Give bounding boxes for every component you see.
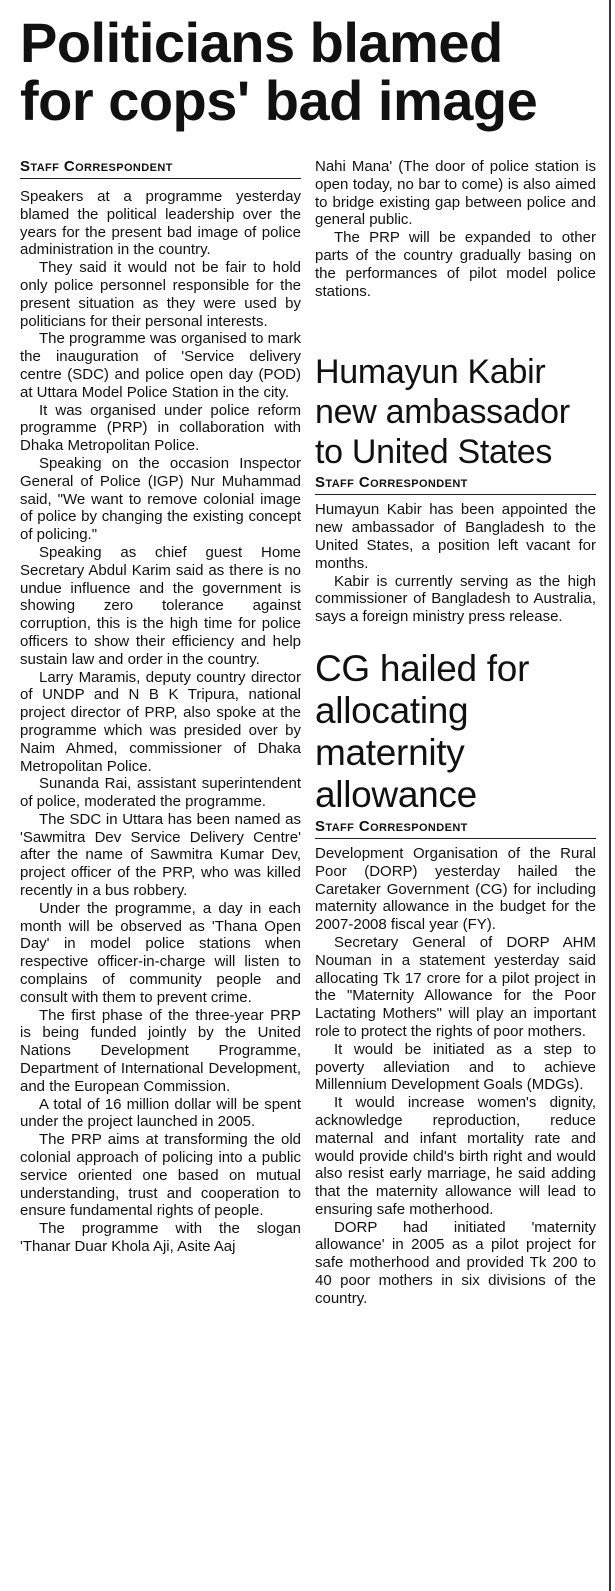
paragraph: It would increase women's dignity, acknowledge reproduction, reduce maternal and infant mortality rate and would provide child's birth right and would also resist early marriage, he said adding that the maternity allowance will lead to ensuring safe motherhood. (315, 1094, 596, 1218)
paragraph: The first phase of the three-year PRP is being funded jointly by the United Nations Development Programme, Department of International Development, and the European Commission. (20, 1006, 301, 1095)
paragraph: Speakers at a programme yesterday blamed the political leadership over the years for the present bad image of police administration in the country. (20, 188, 301, 259)
paragraph: Under the programme, a day in each month will be observed as 'Thana Open Day' in model police stations when respective officer-in-charge will listen to complains of community people and consult with them to prevent crime. (20, 899, 301, 1006)
paragraph: Speaking as chief guest Home Secretary Abdul Karim said as there is no undue influence and the government is showing zero tolerance against corruption, this is the high time for police officers to show their efficiency and help sustain law and order in the country. (20, 543, 301, 668)
story2-byline: Staff Correspondent (315, 474, 596, 495)
paragraph: Speaking on the occasion Inspector General of Police (IGP) Nur Muhammad said, "We want to remove colonial image of police by changing the existing concept of policing." (20, 454, 301, 544)
main-headline-line-2: for cops' bad image (20, 69, 538, 132)
main-story-body-left (20, 188, 301, 1256)
paragraph: Secretary General of DORP AHM Nouman in a statement yesterday said allocating Tk 17 crore for a pilot project in the "Maternity Allowance for the Poor Lactating Mothers" will play an important role to protect the rights of poor mothers. (315, 933, 596, 1040)
story2-headline: Humayun Kabir new ambassador to United States (315, 353, 570, 472)
paragraph: DORP had initiated 'maternity allowance' in 2005 as a pilot project for safe motherhood and provided Tk 200 to 40 poor mothers in six divisions of the country. (315, 1218, 596, 1307)
paragraph: Larry Maramis, deputy country director of UNDP and N B K Tripura, national project director of PRP, also spoke at the programme which was presided over by Naim Ahmed, commissioner of Dhaka Metropolitan Police. (20, 668, 301, 775)
article-columns (20, 158, 599, 1308)
story3-byline: Staff Correspondent (315, 818, 596, 839)
left-column (20, 158, 301, 1308)
paragraph: The programme was organised to mark the inauguration of 'Service delivery centre (SDC) and police open day (POD) at Uttara Model Police Station in the city. (20, 330, 301, 401)
paragraph: Development Organisation of the Rural Poor (DORP) yesterday hailed the Caretaker Government (CG) for including maternity allowance in the budget for the 2007-2008 fiscal year (FY). (315, 844, 596, 934)
paragraph: Nahi Mana' (The door of police station is open today, no bar to come) is also aimed to bridge existing gap between police and general public. (315, 158, 596, 229)
paragraph: The PRP will be expanded to other parts of the country gradually basing on the performances of pilot model police stations. (315, 229, 596, 300)
paragraph: Humayun Kabir has been appointed the new ambassador of Bangladesh to the United States, a position left vacant for months. (315, 501, 596, 572)
story2-body (315, 501, 596, 626)
main-headline-line-1: Politicians blamed (20, 11, 503, 74)
main-byline: Staff Correspondent (20, 158, 301, 179)
paragraph: Sunanda Rai, assistant superintendent of police, moderated the programme. (20, 775, 301, 811)
story3-headline: CG hailed for allocating maternity allowance (315, 647, 530, 815)
right-column (315, 158, 596, 1308)
paragraph: They said it would not be fair to hold only police personnel responsible for the present situation as they were used by politicians for their personal interests. (20, 259, 301, 330)
story3-body (315, 845, 596, 1308)
paragraph: A total of 16 million dollar will be spent under the project launched in 2005. (20, 1095, 301, 1131)
main-story-body-right (315, 158, 596, 300)
paragraph: It would be initiated as a step to poverty alleviation and to achieve Millennium Development Goals (MDGs). (315, 1040, 596, 1094)
paragraph: It was organised under police reform programme (PRP) in collaboration with Dhaka Metropolitan Police. (20, 401, 301, 455)
paragraph: Kabir is currently serving as the high commissioner of Bangladesh to Australia, says a foreign ministry press release. (315, 572, 596, 626)
paragraph: The programme with the slogan 'Thanar Duar Khola Aji, Asite Aaj (20, 1220, 301, 1256)
paragraph: The PRP aims at transforming the old colonial approach of policing into a public service oriented one based on mutual understanding, trust and cooperation to ensure fundamental rights of people. (20, 1131, 301, 1220)
main-headline (20, 11, 599, 132)
paragraph: The SDC in Uttara has been named as 'Sawmitra Dev Service Delivery Centre' after the name of Sawmitra Kumar Dev, project officer of the PRP, who was killed recently in a bus robbery. (20, 810, 301, 900)
